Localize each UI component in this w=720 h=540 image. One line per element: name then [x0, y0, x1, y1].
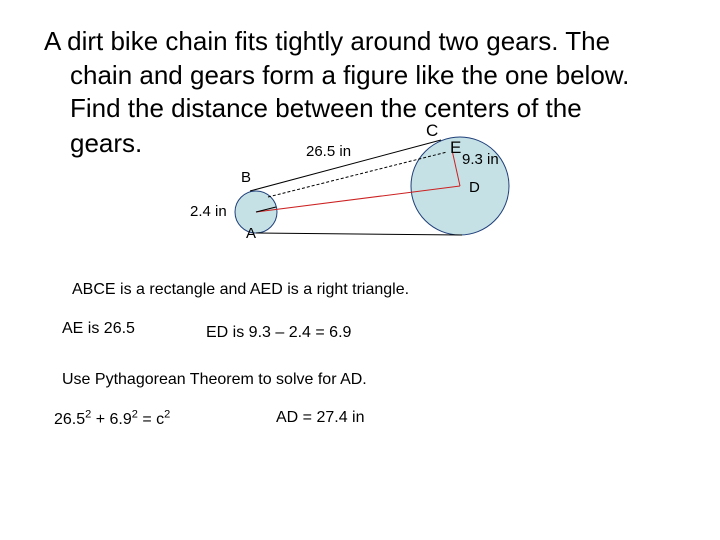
- label-large-radius: 9.3 in: [462, 151, 499, 168]
- rectangle-note: ABCE is a rectangle and AED is a right triangle.: [72, 281, 410, 298]
- label-e: E: [450, 138, 462, 157]
- label-chain-length: 26.5 in: [306, 143, 352, 160]
- label-a: A: [246, 225, 257, 242]
- pythagorean-equation: [54, 410, 170, 430]
- equation-equals: = c: [137, 411, 165, 428]
- problem-line-3: Find the distance between the centers of the: [70, 93, 582, 123]
- equation-exp-2: 2: [131, 408, 138, 421]
- problem-line-4: gears.: [70, 128, 143, 158]
- answer: AD = 27.4 in: [276, 409, 365, 426]
- ae-note: AE is 26.5: [62, 320, 135, 337]
- equation-exp-3: 2: [164, 408, 171, 421]
- label-d: D: [469, 179, 480, 196]
- label-c: C: [426, 121, 439, 140]
- equation-plus: + 6.9: [91, 411, 132, 428]
- equation-a: 26.5: [54, 411, 86, 428]
- method-note: Use Pythagorean Theorem to solve for AD.: [62, 371, 367, 388]
- problem-line-2: chain and gears form a figure like the one below.: [70, 60, 630, 90]
- label-b: B: [241, 169, 252, 186]
- equation-exp-1: 2: [85, 408, 92, 421]
- chain-bottom: [256, 233, 462, 235]
- problem-line-1: A dirt bike chain fits tightly around two gears. The: [44, 26, 611, 56]
- ed-note: ED is 9.3 – 2.4 = 6.9: [206, 324, 352, 341]
- label-small-radius: 2.4 in: [190, 203, 227, 220]
